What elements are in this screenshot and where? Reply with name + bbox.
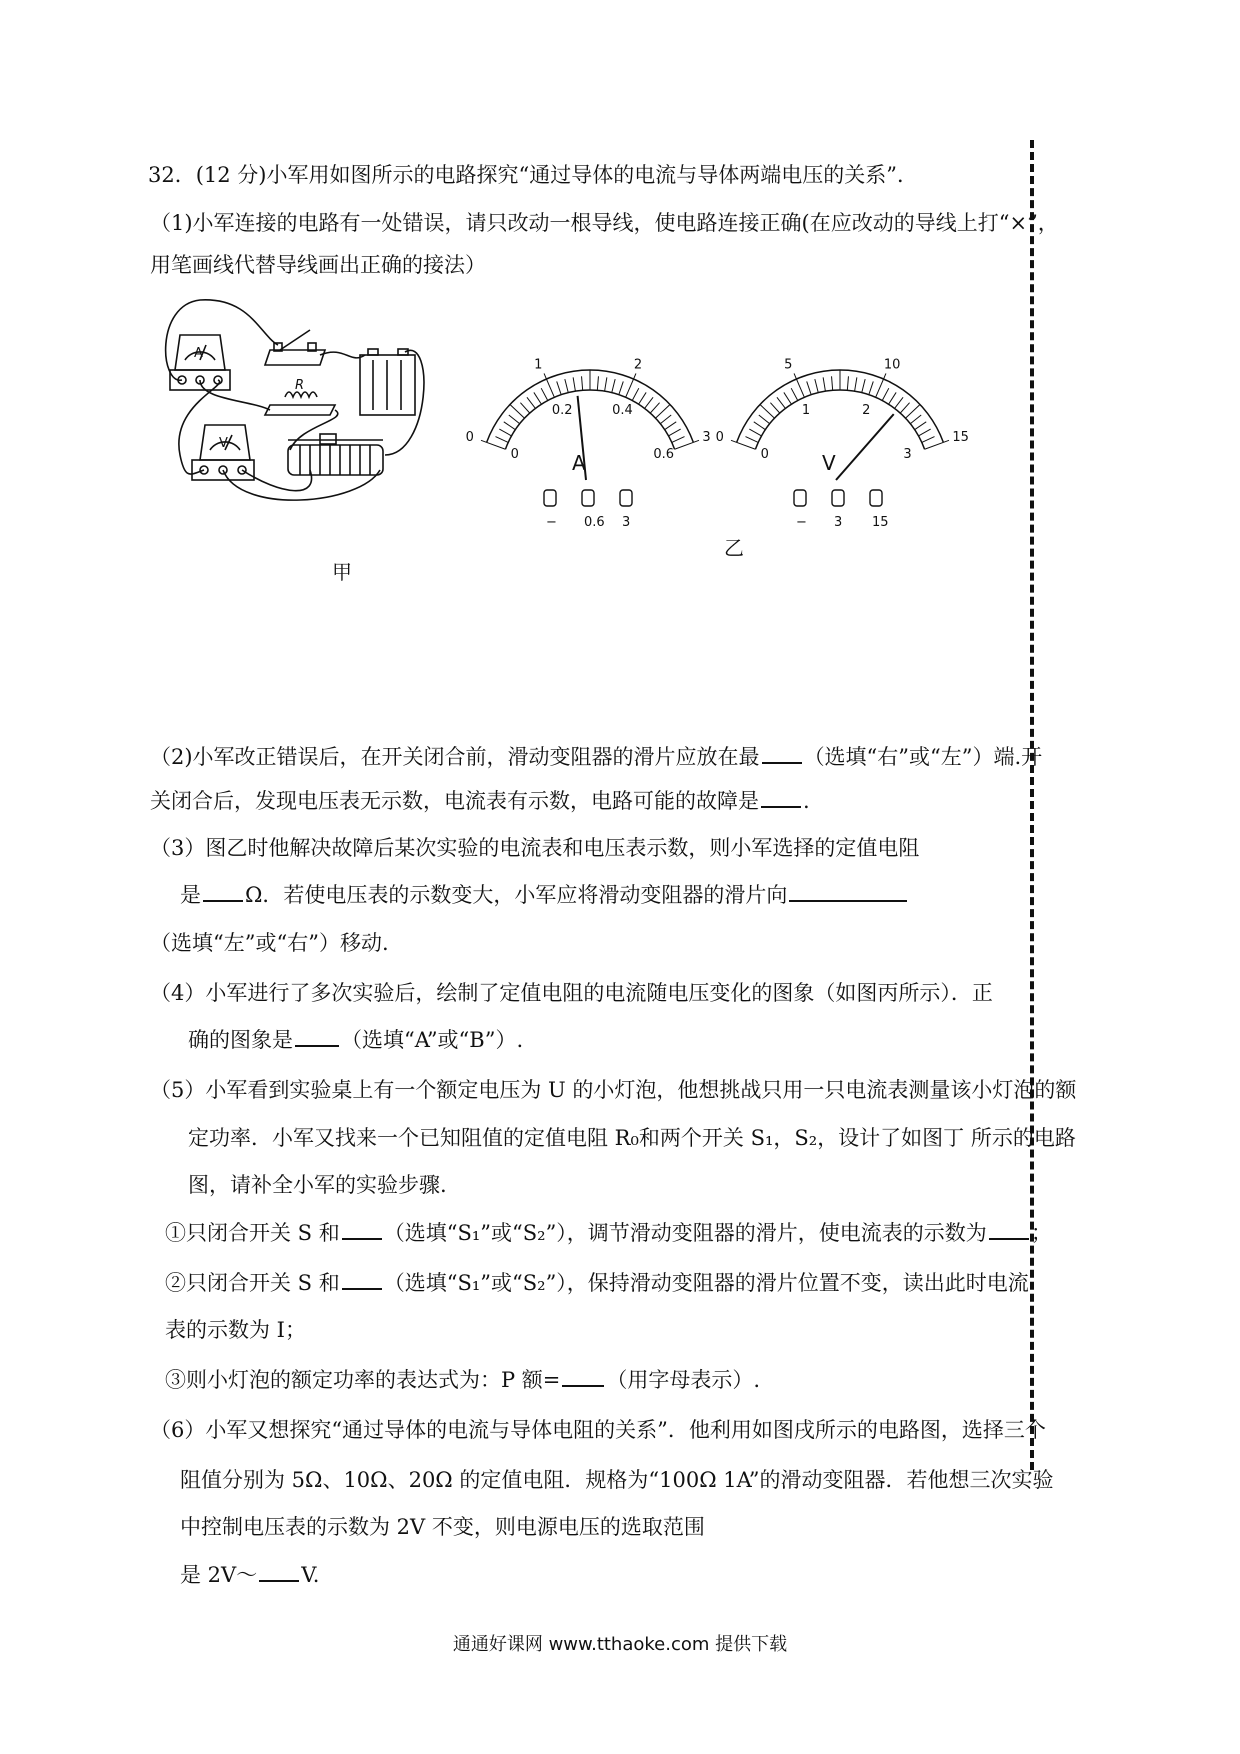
ammeter-dial-tick [645,397,653,408]
ammeter-dial-tick [534,392,542,404]
ammeter-dial-tick [639,392,647,404]
part3-line-c: （选填“左”或“右”）移动. [150,931,389,955]
wire [166,300,278,380]
ammeter-dial-bottom-tick-label: 0.4 [612,403,633,419]
ammeter-dial-tick [573,377,575,391]
part3-text-b: 是 [180,883,201,907]
ammeter-dial-terminal [582,490,594,506]
ammeter-dial-bottom-tick-label: 0.6 [653,447,675,463]
part6-text-d2: V. [301,1563,320,1587]
answer-blank-step1-current[interactable] [989,1218,1029,1240]
answer-blank-resistance[interactable] [203,880,243,902]
ammeter-dial-top-tick-label: 2 [633,357,643,373]
ammeter-dial-tick [605,377,607,391]
step2-text-mid: （选填“S₁”或“S₂”），保持滑动变阻器的滑片位置不变，读出此时电流 [383,1271,1029,1295]
voltmeter-dial-tick [895,397,903,408]
ammeter-dial-top-tick-label: 3 [702,429,711,445]
answer-blank-direction[interactable] [789,880,907,902]
part6-line-c: 中控制电压表的示数为 2V 不变，则电源电压的选取范围 [180,1515,705,1539]
voltmeter-dial-top-tick-label: 5 [784,357,793,373]
figure-label-yi: 乙 [724,536,744,560]
figure-label-jia: 甲 [332,560,352,584]
part6-line-d [180,1560,319,1590]
answer-blank-step2-switch[interactable] [342,1268,382,1290]
voltmeter-dial-tick [823,377,825,391]
ammeter-dial-tick [675,440,699,449]
part5-line-b: 定功率．小军又找来一个已知阻值的定值电阻 R₀和两个开关 S₁，S₂，设计了如图丁 所示的电路 [188,1126,1076,1150]
voltmeter-dial-tick [832,376,833,390]
part2-text-b2: . [803,789,810,813]
part2-text-b: 关闭合后，发现电压表无示数，电流表有示数，电路可能的故障是 [150,789,759,813]
resistor-device [265,392,335,415]
voltmeter-dial-bottom-tick-label: 2 [862,403,871,419]
voltmeter-dial-tick [815,379,818,393]
voltmeter-dial-tick [900,403,909,413]
voltmeter-dial-tick [862,379,865,393]
rheostat-device [288,434,383,475]
voltmeter-dial-terminal-label: 15 [872,515,889,530]
voltmeter-dial-top-tick-label: 0 [715,429,724,445]
voltmeter-dial-tick [745,437,758,443]
part4-line-b [188,1025,523,1055]
part2-line-a [150,742,1042,772]
ammeter-dial-tick [660,415,671,424]
ammeter-dial-tick [509,415,520,424]
circuit-label-r: R [295,378,305,393]
question-heading: 32．(12 分)小军用如图所示的电路探究“通过导体的电流与导体两端电压的关系”． [148,163,918,187]
ammeter-dial-tick [510,405,525,419]
voltmeter-dial-top-tick-label: 15 [952,429,969,445]
part6-line-a: （6）小军又想探究“通过导体的电流与导体电阻的关系”．他利用如图戌所示的电路图，选择三个 [150,1418,1046,1442]
ammeter-dial-tick [619,381,623,394]
part6-text-d: 是 2V～ [180,1563,258,1587]
voltmeter-dial-tick [731,440,755,449]
part6-line-b: 阻值分别为 5Ω、10Ω、20Ω 的定值电阻．规格为“100Ω 1A”的滑动变阻器．若他想三次实验 [180,1468,1054,1492]
voltmeter-dial-tick [770,403,779,413]
answer-blank-graph[interactable] [295,1025,339,1047]
part3-text-b2: Ω．若使电压表的示数变大，小军应将滑动变阻器的滑片向 [245,883,788,907]
answer-blank-voltage-max[interactable] [259,1560,299,1582]
ammeter-dial-tick [612,379,615,393]
ammeter-dial-bottom-tick-label: 0.2 [551,403,573,419]
ammeter-dial-tick [499,429,511,436]
part2-line-b [150,786,810,816]
circuit-figure-jia [160,305,490,565]
voltmeter-dial-tick [855,377,857,391]
voltmeter-dial-tick [784,392,792,404]
ammeter-dial-tick [582,376,583,390]
part2-text-a: （2)小军改正错误后，在开关闭合前，滑动变阻器的滑片应放在最 [150,745,760,769]
step1-text-mid: （选填“S₁”或“S₂”），调节滑动变阻器的滑片，使电流表的示数为 [383,1221,987,1245]
ammeter-dial-terminal [620,490,632,506]
voltmeter-dial-needle [836,414,894,480]
voltmeter-dial-bottom-tick-label: 1 [801,403,811,419]
ammeter-dial-tick [672,437,685,443]
voltmeter-dial-terminal [794,490,806,506]
step1-text-end: ； [1030,1221,1052,1245]
wire [200,380,270,410]
part3-line-a: （3）图乙时他解决故障后某次实验的电流表和电压表示数，则小军选择的定值电阻 [150,836,920,860]
voltmeter-dial-symbol: V [822,451,836,475]
ammeter-dial-terminal-label: − [546,515,557,530]
voltmeter-dial-terminal-label: − [796,515,807,530]
step3-text: ③则小灯泡的额定功率的表达式为：P 额= [165,1368,561,1392]
step2-line [165,1268,1029,1298]
binding-dashed-line [1030,140,1034,1470]
ammeter-dial-tick [495,437,508,443]
voltmeter-dial-bottom-tick-label: 3 [903,447,912,463]
voltmeter-dial-tick [754,422,766,430]
ammeter-dial-tick [504,422,516,430]
ammeter-dial-inner-arc [505,390,674,449]
voltmeter-dial-tick [791,388,798,400]
switch-device [265,330,325,365]
voltmeter-dial-tick [915,422,927,430]
ammeter-dial-symbol: A [572,451,586,475]
part3-line-b [180,880,909,910]
ammeter-dial-tick [527,397,535,408]
voltmeter-dial-tick [869,381,873,394]
voltmeter-dial-tick [910,415,921,424]
ammeter-dial-tick [655,405,670,419]
part4-line-a: （4）小军进行了多次实验后，绘制了定值电阻的电流随电压变化的图象（如图丙所示）．正 [150,981,993,1005]
ammeter-dial-tick [520,403,529,413]
voltmeter-dial-terminal-label: 3 [834,515,843,530]
part4-text-b: 确的图象是 [188,1028,293,1052]
ammeter-dial-tick [597,376,598,390]
ammeter-dial-tick [557,381,561,394]
part2-text-a2: （选填“右”或“左”）端.开 [803,745,1043,769]
ammeter-dial-tick [541,388,548,400]
answer-blank-slider-end[interactable] [762,742,802,764]
answer-blank-power-expression[interactable] [562,1365,604,1387]
ammeter-dial-bottom-tick-label: 0 [510,447,519,463]
voltmeter-dial-inner-arc [755,390,924,449]
ammeter-dial-tick [665,422,677,430]
voltmeter-dial-terminal [870,490,882,506]
answer-blank-step1-switch[interactable] [342,1218,382,1240]
part5-line-c: 图，请补全小军的实验步骤. [188,1173,447,1197]
battery-device [360,349,415,415]
answer-blank-fault[interactable] [761,786,801,808]
voltmeter-dial-terminal [832,490,844,506]
voltmeter-dial-tick [759,415,770,424]
part5-line-a: （5）小军看到实验桌上有一个额定电压为 U 的小灯泡，他想挑战只用一只电流表测量该小灯泡的额 [150,1078,1077,1102]
voltmeter-dial-tick [889,392,897,404]
voltmeter-dial-tick [925,440,949,449]
step3-line [165,1365,760,1395]
circuit-label-v: V [219,436,228,451]
ammeter-dial-terminal-label: 3 [622,515,631,530]
wire [385,350,424,455]
ammeter-dial-top-tick-label: 0 [465,429,474,445]
voltmeter-dial-bottom-tick-label: 0 [760,447,769,463]
voltmeter-dial-tick [922,437,935,443]
meters-figure-yi [465,330,1010,530]
voltmeter-dial-tick [918,429,930,436]
step2-text: ②只闭合开关 S 和 [165,1271,340,1295]
step2-line-b: 表的示数为 I； [165,1318,306,1342]
part1-line-b: 用笔画线代替导线画出正确的接法） [150,253,486,277]
step1-text: ①只闭合开关 S 和 [165,1221,340,1245]
ammeter-dial-tick [565,379,568,393]
voltmeter-dial-top-tick-label: 10 [883,357,901,373]
voltmeter-dial-tick [749,429,761,436]
page-footer: 通通好课网 www.tthaoke.com 提供下载 [452,1634,788,1655]
step3-text-end: （用字母表示）. [606,1368,761,1392]
ammeter-dial-terminal [544,490,556,506]
ammeter-dial-tick [650,403,659,413]
voltmeter-dial-tick [847,376,848,390]
voltmeter-dial-tick [905,405,920,419]
step1-line [165,1218,1052,1248]
ammeter-dial-tick [632,388,639,400]
ammeter-dial-tick [668,429,680,436]
voltmeter-dial-tick [760,405,775,419]
ammeter-dial-top-tick-label: 1 [534,357,543,373]
ammeter-dial-terminal-label: 0.6 [584,515,605,530]
part1-line-a: （1)小军连接的电路有一处错误，请只改动一根导线，使电路连接正确(在应改动的导线上打“×”， [150,211,1059,235]
circuit-label-a: A [194,346,203,361]
wire [320,352,365,358]
voltmeter-dial-tick [807,381,811,394]
voltmeter-dial-tick [882,388,889,400]
part4-text-b2: （选填“A”或“B”）. [341,1028,524,1052]
voltmeter-dial-tick [777,397,785,408]
